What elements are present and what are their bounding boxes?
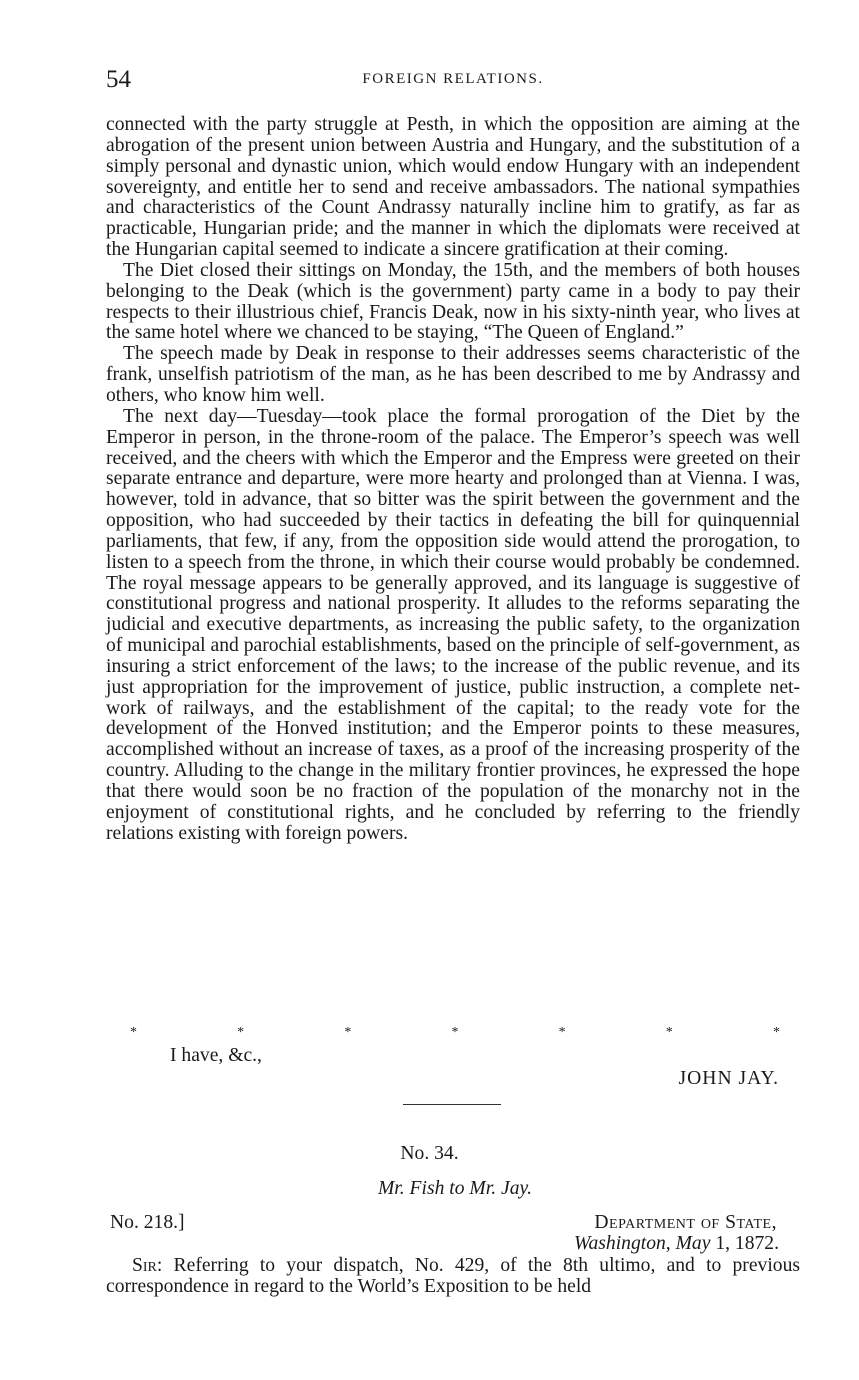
page-header	[106, 66, 800, 96]
dispatch-number: No. 218.]	[110, 1212, 185, 1233]
paragraph-prorogation: The next day—Tuesday—took place the formal prorogation of the Diet by the Emperor in person, in the throne-room of the palace. The Emperor’s speech was well received, and the cheers with which the Emperor and the Empress were greeted on their separate entrance and departure, were more hearty and prolonged than at Vienna. I was, however, told in advance, that so bitter was the spirit between the government and the opposition, who had succeeded by their tactics in defeating the bill for quinquennial parliaments, that few, if any, from the opposition side would attend the prorogation, to listen to a speech from the throne, in which their course would probably be condemned. The royal message appears to be generally approved, and its language is suggestive of constitutional progress and national prosperity. It alludes to the reforms separating the judicial and executive departments, as increasing the public safety, to the organization of municipal and parochial establishments, based on the principle of self-government, as insuring a strict enforcement of the laws; to the increase of the public revenue, and its just appropriation for the improvement of justice, public instruction, a complete net-work of railways, and the establishment of the capital; to the ready vote for the development of the Honved institution; and the Emperor points to these measures, accomplished without an increase of taxes, as a proof of the increasing prosperity of the country. Alluding to the change in the military frontier provinces, he expressed the hope that there would soon be no fraction of the population of the monarchy not in the enjoyment of constitutional rights, and he concluded by referring to the friendly relations existing with foreign powers.	[106, 405, 800, 844]
star: *	[344, 1025, 352, 1040]
closing-line: I have, &c.,	[170, 1045, 262, 1066]
paragraph-deak-speech: The speech made by Deak in response to their addresses seems characteristic of the frank, unselfish patriotism of the man, as he has been described to me by Andrassy and others, who know him well.	[106, 343, 800, 406]
dateline	[574, 1233, 779, 1255]
star: *	[558, 1025, 566, 1040]
star: *	[130, 1025, 137, 1040]
document-number: No. 34.	[400, 1143, 459, 1164]
section-divider	[403, 1104, 501, 1105]
page-number: 54	[106, 66, 131, 93]
department-name: Department of State,	[594, 1212, 777, 1233]
paragraph-diet-closed: The Diet closed their sittings on Monday, the 15th, and the members of both houses belonging to the Deak (which is the government) party came in a body to pay their respects to their illustrious chief, Francis Deak, now in his sixty-ninth year, who lives at the same hotel where we chanced to be staying, “The Queen of England.”	[106, 259, 800, 344]
dateline-date: 1, 1872.	[710, 1233, 779, 1254]
star: *	[772, 1025, 780, 1040]
letter-opening	[106, 1255, 800, 1297]
letter-text: : Referring to your dispatch, No. 429, of the 8th ultimo, and to previous correspondence in regard to the World’s Exposition to be held	[106, 1255, 800, 1297]
star: *	[665, 1025, 673, 1040]
letter-paragraph	[106, 1255, 800, 1297]
salutation: Sir	[132, 1255, 157, 1276]
signature: JOHN JAY.	[678, 1068, 779, 1089]
dateline-place: Washington, May	[573, 1233, 711, 1254]
paragraph-continuation: connected with the party struggle at Pesth, in which the opposition are aiming at the abrogation of the present union between Austria and Hungary, and the substitution of a simply personal and dynastic union, which would endow Hungary with an independent sovereignty, and entitle her to send and receive ambassadors. The national sympathies and characteristics of the Count Andrassy naturally incline him to gratify, as far as practicable, Hungarian pride; and the manner in which the diplomats were received at the Hungarian capital seemed to indicate a sincere gratification at their coming.	[106, 114, 800, 261]
correspondents-heading: Mr. Fish to Mr. Jay.	[377, 1178, 533, 1199]
ellipsis-stars	[130, 1025, 780, 1041]
star: *	[237, 1025, 245, 1040]
running-head: FOREIGN RELATIONS.	[362, 71, 544, 87]
star: *	[451, 1025, 459, 1040]
body-text	[106, 115, 800, 845]
